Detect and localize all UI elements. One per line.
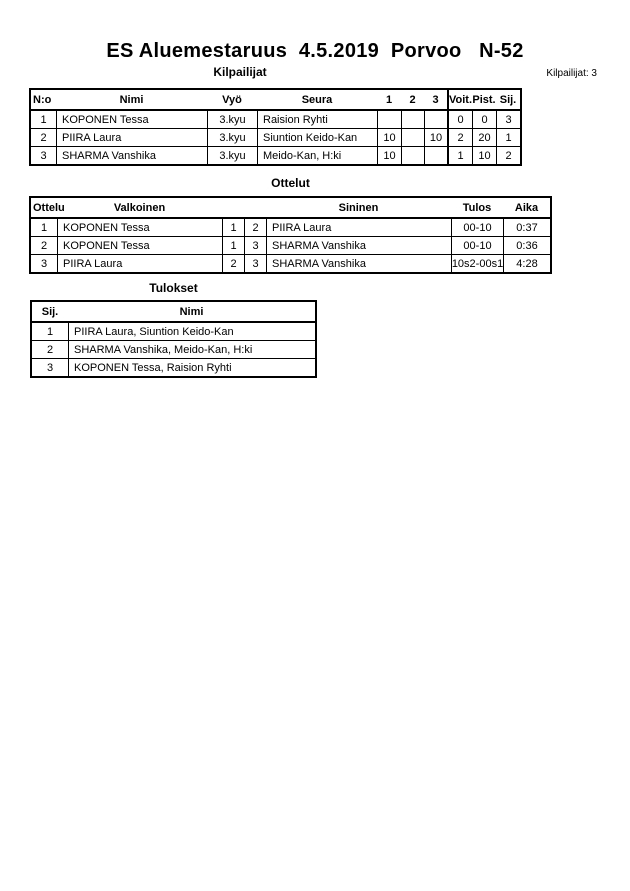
cell-pist: 10 [472,147,496,164]
cell-seura: Siuntion Keido-Kan [257,129,377,146]
cell-sij: 3 [46,361,54,374]
page-title: ES Aluemestaruus 4.5.2019 Porvoo N-52 [106,40,524,62]
cell-match-no: 1 [40,221,48,234]
cell-seura: Raision Ryhti [257,111,377,128]
cell-match1: 10 [377,147,401,164]
cell-match1: 10 [377,129,401,146]
cell-white-num: 2 [222,255,244,272]
cell-blue-num: 2 [244,219,266,236]
table-row [31,236,550,254]
cell-nimi: KOPONEN Tessa, Raision Ryhti [68,359,315,376]
cell-sij: 3 [496,111,520,128]
cell-blue-num: 3 [244,255,266,272]
cell-sij: 2 [496,147,520,164]
cell-match1 [377,111,401,128]
cell-valkoinen: KOPONEN Tessa [57,219,222,236]
competitors-table-header [31,90,520,111]
col-header-aika: Aika [514,201,539,214]
col-header-pist: Pist. [472,93,496,106]
cell-nimi: PIIRA Laura, Siuntion Keido-Kan [68,323,315,340]
section-title-ottelut: Ottelut [271,176,310,190]
col-header-match3: 3 [432,93,439,106]
cell-nimi: SHARMA Vanshika, Meido-Kan, H:ki [68,341,315,358]
cell-sininen: PIIRA Laura [266,219,451,236]
cell-sij: 1 [46,325,54,338]
cell-no: 1 [40,113,47,126]
table-row [31,128,520,146]
results-table-header [32,302,315,323]
table-row [31,219,550,236]
cell-nimi: SHARMA Vanshika [56,147,207,164]
cell-pist: 0 [472,111,496,128]
cell-sij: 2 [46,343,54,356]
cell-voit: 1 [447,147,472,164]
cell-voit: 2 [447,129,472,146]
cell-no: 2 [40,131,47,144]
results-table [30,300,317,378]
cell-voit: 0 [447,111,472,128]
cell-aika: 4:28 [503,255,550,272]
col-header-match1: 1 [385,93,393,106]
table-row [31,146,520,164]
cell-nimi: KOPONEN Tessa [56,111,207,128]
cell-vyo: 3.kyu [207,129,257,146]
cell-no: 3 [40,149,47,162]
competitors-table [29,88,522,166]
cell-tulos: 00-10 [451,219,503,236]
cell-tulos: 00-10 [451,237,503,254]
col-header-nimi: Nimi [119,93,144,106]
col-header-ottelu: Ottelu [33,201,65,214]
cell-sininen: SHARMA Vanshika [266,255,451,272]
matches-table [29,196,552,274]
col-header-sij: Sij. [41,305,59,318]
cell-vyo: 3.kyu [207,111,257,128]
section-title-kilpailijat: Kilpailijat [213,65,267,79]
cell-white-num: 1 [222,219,244,236]
cell-match2 [401,129,424,146]
cell-nimi: PIIRA Laura [56,129,207,146]
table-row [31,111,520,128]
col-header-sininen: Sininen [338,201,379,214]
cell-valkoinen: KOPONEN Tessa [57,237,222,254]
cell-blue-num: 3 [244,237,266,254]
cell-sininen: SHARMA Vanshika [266,237,451,254]
cell-tulos: 10s2-00s1 [451,255,503,272]
table-row [32,358,315,376]
col-header-voit: Voit. [447,90,472,109]
col-header-no: N:o [33,93,52,106]
cell-match-no: 3 [40,257,48,270]
cell-match3 [424,111,447,128]
col-header-vyo: Vyö [222,93,242,106]
col-header-tulos: Tulos [462,201,492,214]
competitor-count-label: Kilpailijat: 3 [546,68,597,79]
matches-table-header [31,198,550,219]
section-title-tulokset: Tulokset [149,281,198,295]
cell-white-num: 1 [222,237,244,254]
col-header-blue-num [244,198,266,217]
cell-match3: 10 [424,129,447,146]
table-row [32,323,315,340]
col-header-white-num [222,198,244,217]
cell-aika: 0:36 [503,237,550,254]
table-row [32,340,315,358]
cell-match2 [401,147,424,164]
cell-sij: 1 [496,129,520,146]
cell-aika: 0:37 [503,219,550,236]
cell-vyo: 3.kyu [207,147,257,164]
cell-match3 [424,147,447,164]
cell-match2 [401,111,424,128]
cell-pist: 20 [472,129,496,146]
col-header-seura: Seura [301,93,333,106]
cell-seura: Meido-Kan, H:ki [257,147,377,164]
cell-valkoinen: PIIRA Laura [57,255,222,272]
table-row [31,254,550,272]
col-header-valkoinen: Valkoinen [113,201,166,214]
cell-match-no: 2 [40,239,48,252]
col-header-match2: 2 [409,93,416,106]
col-header-sij: Sij. [499,93,517,106]
col-header-nimi: Nimi [179,305,204,318]
